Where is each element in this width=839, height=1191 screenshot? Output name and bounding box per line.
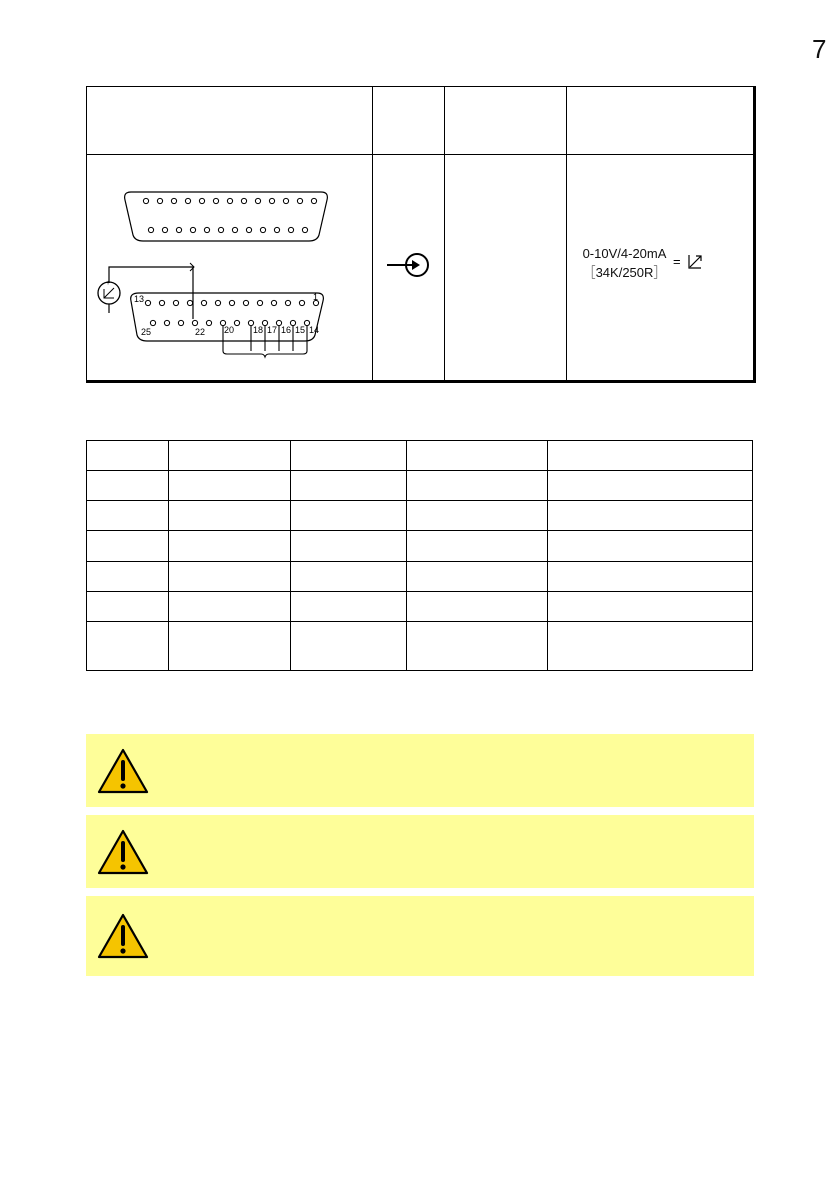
pin-label-1: 1 xyxy=(313,292,319,302)
pin-label-20: 20 xyxy=(224,325,235,335)
table-cell xyxy=(87,591,169,621)
table-cell xyxy=(169,621,291,670)
warning-triangle-icon xyxy=(97,912,149,960)
function-cell xyxy=(445,155,567,382)
pin-label-15: 15 xyxy=(295,325,306,335)
header-cell-function xyxy=(445,87,567,155)
header-cell-connection xyxy=(87,87,373,155)
warning-box xyxy=(86,896,754,976)
db25-connector-diagram xyxy=(87,155,371,375)
warning-box xyxy=(86,734,754,807)
table-cell xyxy=(87,501,169,531)
pin-label-13: 13 xyxy=(134,294,145,304)
equals-sign: = xyxy=(673,254,681,269)
pin-assignment-table xyxy=(86,440,753,671)
header-cell-symbol xyxy=(373,87,445,155)
table-cell xyxy=(169,561,291,591)
pin-label-14: 14 xyxy=(309,325,320,335)
source-plus-label: + xyxy=(106,280,111,287)
range-cell xyxy=(567,155,755,382)
range-line-1: 0-10V/4-20mA xyxy=(582,246,667,261)
table-cell xyxy=(548,621,753,670)
table-cell xyxy=(407,471,548,501)
table-cell xyxy=(407,561,548,591)
table-cell xyxy=(548,441,753,471)
table-cell xyxy=(87,441,169,471)
equals-source-icon xyxy=(673,252,707,272)
header-cell-range xyxy=(567,87,755,155)
pin-label-18: 18 xyxy=(253,325,264,335)
table-cell xyxy=(407,591,548,621)
page-number: 7 xyxy=(812,34,827,64)
table-row xyxy=(87,561,753,591)
connector-diagram-cell xyxy=(87,155,373,382)
table-cell xyxy=(291,591,407,621)
table-cell xyxy=(407,531,548,561)
table-cell xyxy=(169,471,291,501)
table-row xyxy=(87,531,753,561)
table-cell xyxy=(548,531,753,561)
analog-input-table xyxy=(86,86,756,383)
pin-label-17: 17 xyxy=(267,325,278,335)
table-cell xyxy=(407,441,548,471)
warning-triangle-icon xyxy=(97,828,149,876)
table-cell xyxy=(548,591,753,621)
table-row xyxy=(87,501,753,531)
table-cell xyxy=(291,441,407,471)
table-cell xyxy=(548,501,753,531)
table-cell xyxy=(291,561,407,591)
table-row xyxy=(87,621,753,670)
table-cell xyxy=(169,591,291,621)
pin-label-22: 22 xyxy=(195,327,206,337)
warning-triangle-icon xyxy=(97,747,149,795)
range-line-2: ［34K/250R］ xyxy=(582,265,667,280)
table-cell xyxy=(291,621,407,670)
table-cell xyxy=(169,501,291,531)
warning-box xyxy=(86,815,754,888)
table-cell xyxy=(407,621,548,670)
table-cell xyxy=(87,471,169,501)
table-cell xyxy=(548,471,753,501)
symbol-cell xyxy=(373,155,445,382)
table-cell xyxy=(291,531,407,561)
table-cell xyxy=(169,441,291,471)
table-cell xyxy=(87,531,169,561)
table-row xyxy=(87,591,753,621)
table-row xyxy=(87,441,753,471)
pin-label-16: 16 xyxy=(281,325,292,335)
table-row xyxy=(87,471,753,501)
table-cell xyxy=(548,561,753,591)
table-cell xyxy=(87,621,169,670)
table-cell xyxy=(169,531,291,561)
pin-label-25: 25 xyxy=(141,327,152,337)
table-cell xyxy=(87,561,169,591)
table-cell xyxy=(291,471,407,501)
table-cell xyxy=(291,501,407,531)
table-cell xyxy=(407,501,548,531)
analog-input-icon xyxy=(384,250,434,280)
